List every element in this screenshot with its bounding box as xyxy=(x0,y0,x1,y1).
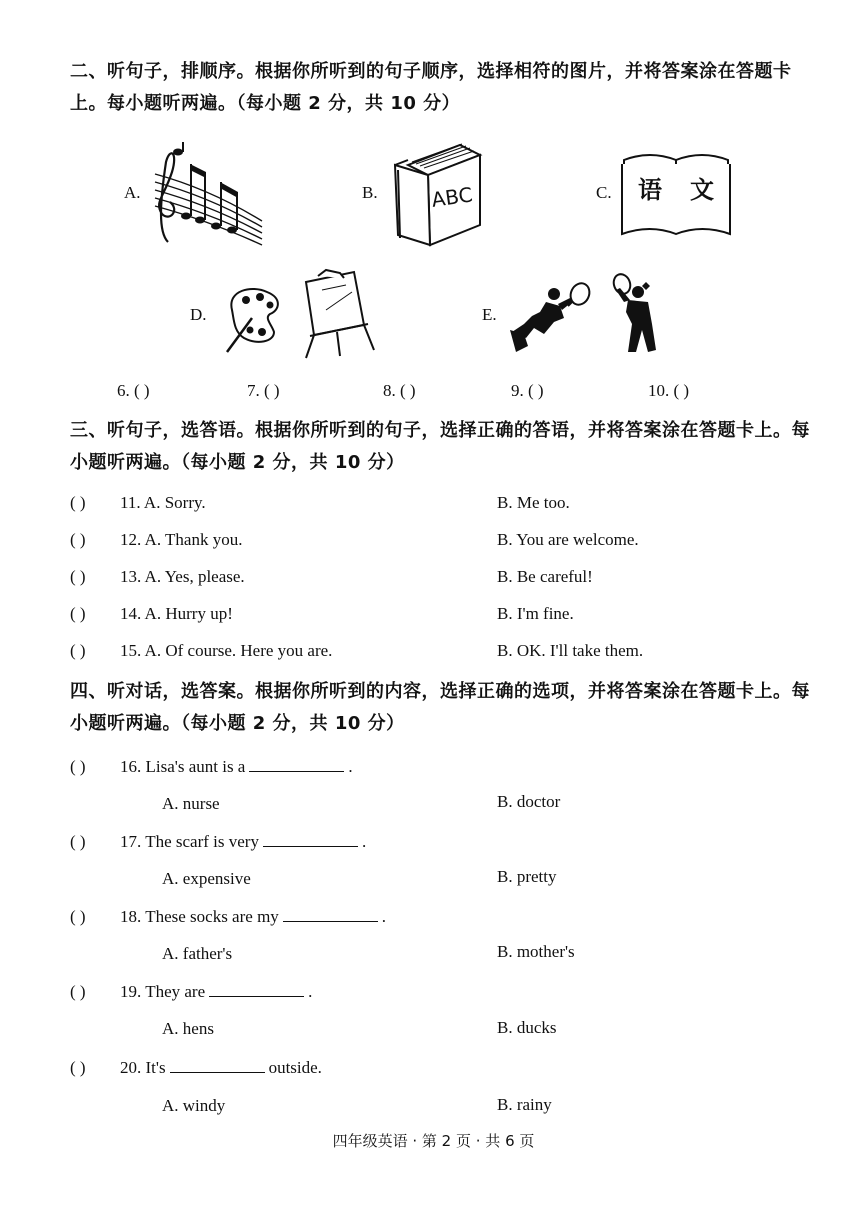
section-4-title: 四、听对话，选答案。根据你所听到的内容，选择正确的选项，并将答案涂在答题卡上。每小题听两遍。（每小题 2 分，共 10 分） xyxy=(70,681,810,734)
q20-stem-pre: 20. It's xyxy=(120,1058,166,1077)
picture-d-label: D. xyxy=(190,305,207,324)
paren-16[interactable]: ( ) xyxy=(70,757,86,776)
q17-option-a: A. expensive xyxy=(162,869,251,888)
q18-blank xyxy=(283,907,378,922)
q11-option-b: B. Me too. xyxy=(497,493,570,512)
q16-stem-pre: 16. Lisa's aunt is a xyxy=(120,757,246,776)
answer-blank-8[interactable]: 8. ( ) xyxy=(383,381,416,400)
q16-stem xyxy=(120,757,353,777)
q20-stem xyxy=(120,1058,322,1078)
q11-option-a: 11. A. Sorry. xyxy=(120,493,206,512)
paren-11[interactable]: ( ) xyxy=(70,493,86,512)
q19-stem-post: . xyxy=(308,982,313,1001)
q15-option-b: B. OK. I'll take them. xyxy=(497,641,644,660)
q17-stem-post: . xyxy=(361,832,367,851)
q13-option-b: B. Be careful! xyxy=(497,567,593,586)
q14-option-b: B. I'm fine. xyxy=(497,604,574,623)
section-2-title: 二、听句子，排顺序。根据你所听到的句子顺序，选择相符的图片，并将答案涂在答题卡上。每小题听两遍。（每小题 2 分，共 10 分） xyxy=(70,61,792,114)
answer-blank-9[interactable]: 9. ( ) xyxy=(511,381,544,400)
page-footer: 四年级英语 · 第 2 页 · 共 6 页 xyxy=(332,1132,535,1150)
music-notes-icon xyxy=(150,142,265,247)
q16-blank xyxy=(249,757,344,772)
answer-blank-7[interactable]: 7. ( ) xyxy=(247,381,280,400)
q15-option-a: 15. A. Of course. Here you are. xyxy=(120,641,333,660)
q18-stem xyxy=(120,907,386,927)
q18-option-b: B. mother's xyxy=(497,942,575,961)
q14-option-a: 14. A. Hurry up! xyxy=(120,604,233,623)
answer-blank-6[interactable]: 6. ( ) xyxy=(117,381,150,400)
paren-12[interactable]: ( ) xyxy=(70,530,86,549)
q18-stem-post: . xyxy=(381,907,387,926)
paren-19[interactable]: ( ) xyxy=(70,982,86,1001)
picture-a-label: A. xyxy=(124,183,141,202)
paren-15[interactable]: ( ) xyxy=(70,641,86,660)
picture-b-label: B. xyxy=(362,183,378,202)
q19-stem-pre: 19. They are xyxy=(120,982,206,1001)
paren-18[interactable]: ( ) xyxy=(70,907,86,926)
tennis-players-icon xyxy=(506,272,666,362)
q17-stem-pre: 17. The scarf is very xyxy=(120,832,259,851)
chinese-book-left-char: 语 xyxy=(638,176,662,204)
q17-option-b: B. pretty xyxy=(497,867,557,886)
picture-e-label: E. xyxy=(482,305,497,324)
q18-option-a: A. father's xyxy=(162,944,233,963)
q20-option-a: A. windy xyxy=(162,1096,226,1115)
chinese-book-right-char: 文 xyxy=(690,176,714,204)
q20-option-b: B. rainy xyxy=(497,1095,552,1114)
q13-option-a: 13. A. Yes, please. xyxy=(120,567,245,586)
q19-option-b: B. ducks xyxy=(497,1018,557,1037)
q16-option-a: A. nurse xyxy=(162,794,220,813)
q19-stem xyxy=(120,982,312,1002)
q20-blank xyxy=(170,1058,265,1073)
paren-13[interactable]: ( ) xyxy=(70,567,86,586)
q16-stem-post: . xyxy=(348,757,353,776)
q18-stem-pre: 18. These socks are my xyxy=(120,907,279,926)
q20-stem-post: outside. xyxy=(268,1058,322,1077)
answer-blank-10[interactable]: 10. ( ) xyxy=(648,381,690,400)
q12-option-a: 12. A. Thank you. xyxy=(120,530,243,549)
abc-book-icon xyxy=(390,140,485,250)
paren-17[interactable]: ( ) xyxy=(70,832,86,851)
section-3-title: 三、听句子，选答语。根据你所听到的句子，选择正确的答语，并将答案涂在答题卡上。每小题听两遍。（每小题 2 分，共 10 分） xyxy=(70,420,810,473)
q17-blank xyxy=(263,832,358,847)
chinese-book-icon xyxy=(620,148,732,238)
paren-14[interactable]: ( ) xyxy=(70,604,86,623)
q19-blank xyxy=(209,982,304,997)
abc-book-text: ABC xyxy=(430,182,475,212)
picture-c-label: C. xyxy=(596,183,612,202)
q12-option-b: B. You are welcome. xyxy=(497,530,639,549)
palette-easel-icon xyxy=(222,270,377,360)
q17-stem xyxy=(120,832,366,852)
q19-option-a: A. hens xyxy=(162,1019,214,1038)
paren-20[interactable]: ( ) xyxy=(70,1058,86,1077)
q16-option-b: B. doctor xyxy=(497,792,561,811)
